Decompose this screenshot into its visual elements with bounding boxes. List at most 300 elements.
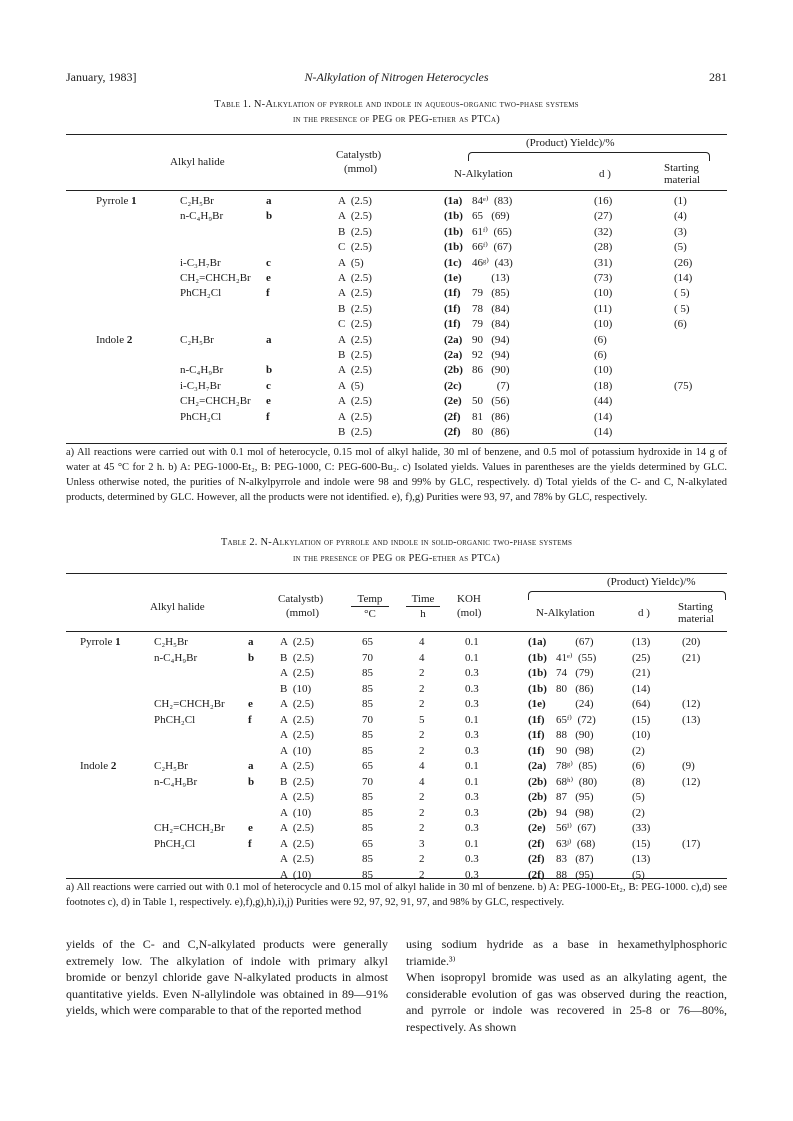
n-alkylation-yield-cell: 94 (98) [556, 806, 594, 819]
koh-cell: 0.1 [465, 636, 479, 648]
table-row [66, 682, 727, 697]
halide-code-cell: e [248, 822, 253, 834]
n-alkylation-yield-cell: 79 (84) [472, 318, 510, 331]
n-alkylation-yield-cell: 68ʰ⁾ (80) [556, 775, 598, 788]
halide-code-cell: a [266, 333, 272, 346]
n-alkylation-yield-cell: 81 (86) [472, 410, 510, 423]
product-cell: (2a) [444, 349, 463, 361]
temp-cell: 85 [362, 667, 373, 679]
table2-caption-line2: in the presence of PEG or PEG-ether as PTCa) [293, 553, 500, 564]
table-row [66, 651, 727, 666]
d-yield-cell: (10) [632, 729, 651, 741]
table-row [66, 790, 727, 805]
body-text-left-column: yields of the C- and C,N-alkylated products were generally extremely low. The alkylation of indole with primary alkyl bromide or benzyl chloride gave N-alkylated products in almost quantitative yields. Even N-allylindole was obtained in 89—91% yields, which were comparable to that of the reported method [66, 937, 388, 1017]
koh-cell: 0.3 [465, 744, 479, 757]
starting-material-cell: (12) [682, 698, 701, 710]
product-cell: (2c) [444, 379, 462, 392]
table2-col-temp: Temp [351, 593, 389, 607]
d-yield-cell: (5) [632, 868, 645, 881]
table-row [66, 394, 727, 409]
halide-code-cell: c [266, 256, 271, 269]
n-alkylation-yield-cell: 50 (56) [472, 395, 510, 408]
n-alkylation-yield-cell: (13) [472, 272, 510, 284]
table-row [66, 744, 727, 759]
n-alkylation-yield-cell: 65ᶠ⁾ (72) [556, 713, 596, 726]
starting-material-cell: (17) [682, 837, 701, 850]
table1-col-starting: Starting [664, 162, 699, 174]
d-yield-cell: (25) [632, 651, 651, 664]
product-cell: (1c) [444, 256, 462, 269]
catalyst-cell: A (2.5) [338, 395, 372, 408]
time-cell: 2 [419, 698, 425, 710]
time-cell: 2 [419, 853, 425, 865]
d-yield-cell: (10) [594, 318, 613, 331]
product-cell: (2f) [528, 837, 545, 850]
alkyl-halide-cell: C₂H₅Br [180, 195, 214, 207]
catalyst-cell: C (2.5) [338, 241, 372, 254]
table-row [66, 728, 727, 743]
table1-col-starting-2: material [664, 174, 701, 186]
product-cell: (2b) [528, 791, 547, 803]
d-yield-cell: (13) [632, 636, 651, 648]
catalyst-cell: A (2.5) [338, 333, 372, 346]
product-cell: (2f) [528, 868, 545, 881]
table2-col-alkyl-halide: Alkyl halide [150, 601, 205, 613]
starting-material-cell: (20) [682, 636, 701, 648]
temp-cell: 65 [362, 837, 373, 850]
temp-cell: 85 [362, 868, 373, 881]
table1-bottom-rule [66, 443, 727, 444]
product-cell: (2f) [444, 426, 461, 438]
catalyst-cell: B (2.5) [280, 775, 314, 788]
table2-footnote: a) All reactions were carried out with 0.1 mol of heterocycle and 0.15 mol of alkyl halide in 30 ml of benzene. b) A: PEG-1000-Et₂, B: PEG-1000. c),d) see footnotes c), d) in Table 1, respectively. e),f),g),h),i),j) Purities were 92, 97, 92, 91, 97, and 98% by GLC, respectively. [66, 882, 727, 908]
halide-code-cell: a [266, 195, 272, 207]
table1-yield-brace [468, 152, 710, 161]
table-row [66, 852, 727, 867]
temp-cell: 85 [362, 791, 373, 803]
table-row [66, 666, 727, 681]
alkyl-halide-cell: PhCH₂Cl [180, 410, 222, 423]
table2-yield-brace [528, 591, 726, 600]
running-header-date: January, 1983] [66, 70, 137, 84]
product-cell: (2b) [528, 775, 547, 788]
table2-col-catalyst: Catalystb) [278, 593, 324, 605]
koh-cell: 0.3 [465, 853, 479, 865]
table1-header-rule [66, 190, 727, 191]
temp-cell: 70 [362, 713, 373, 726]
halide-code-cell: b [248, 651, 255, 664]
temp-cell: 65 [362, 760, 373, 772]
product-cell: (1b) [444, 241, 463, 254]
n-alkylation-yield-cell: 65 (69) [472, 210, 510, 223]
halide-code-cell: a [248, 760, 254, 772]
d-yield-cell: (32) [594, 225, 613, 238]
table2-col-time: Time [406, 593, 440, 607]
catalyst-cell: A (10) [280, 744, 312, 757]
halide-code-cell: f [248, 713, 252, 726]
catalyst-cell: A (2.5) [338, 272, 372, 284]
time-cell: 2 [419, 806, 425, 819]
n-alkylation-yield-cell: 74 (79) [556, 667, 594, 679]
d-yield-cell: (5) [632, 791, 645, 803]
d-yield-cell: (2) [632, 806, 645, 819]
running-header-title: N-Alkylation of Nitrogen Heterocycles [304, 70, 489, 84]
koh-cell: 0.1 [465, 713, 479, 726]
product-cell: (1f) [528, 713, 545, 726]
product-cell: (1e) [444, 272, 462, 284]
d-yield-cell: (27) [594, 210, 613, 223]
halide-code-cell: b [266, 210, 273, 223]
table2-bottom-rule [66, 878, 727, 879]
table-row [66, 317, 727, 332]
temp-cell: 85 [362, 682, 373, 695]
product-cell: (2a) [444, 333, 463, 346]
d-yield-cell: (14) [594, 410, 613, 423]
catalyst-cell: B (10) [280, 682, 312, 695]
table2-col-koh: KOH [457, 593, 481, 605]
alkyl-halide-cell: i-C₃H₇Br [180, 256, 221, 269]
d-yield-cell: (6) [594, 333, 607, 346]
d-yield-cell: (33) [632, 822, 651, 834]
koh-cell: 0.3 [465, 822, 479, 834]
time-cell: 2 [419, 682, 425, 695]
table-row [66, 410, 727, 425]
heterocycle-cell: Indole 2 [80, 760, 117, 772]
starting-material-cell: (5) [674, 241, 687, 254]
n-alkylation-yield-cell: 63ʲ⁾ (68) [556, 837, 596, 850]
starting-material-cell: (3) [674, 225, 687, 238]
catalyst-cell: A (2.5) [280, 698, 314, 710]
catalyst-cell: A (5) [338, 256, 364, 269]
product-cell: (2b) [444, 364, 463, 377]
product-cell: (1a) [444, 195, 463, 207]
alkyl-halide-cell: i-C₃H₇Br [180, 379, 221, 392]
catalyst-cell: C (2.5) [338, 318, 372, 331]
product-cell: (1e) [528, 698, 546, 710]
catalyst-cell: A (2.5) [280, 729, 314, 741]
time-cell: 2 [419, 791, 425, 803]
product-cell: (1f) [528, 744, 545, 757]
table-row [66, 209, 727, 224]
starting-material-cell: (26) [674, 256, 693, 269]
alkyl-halide-cell: n-C₄H₉Br [154, 775, 198, 788]
time-cell: 2 [419, 822, 425, 834]
catalyst-cell: A (2.5) [280, 760, 314, 772]
n-alkylation-yield-cell: 61ᶠ⁾ (65) [472, 225, 512, 238]
time-cell: 4 [419, 651, 425, 664]
table-row [66, 759, 727, 774]
koh-cell: 0.3 [465, 806, 479, 819]
catalyst-cell: A (2.5) [280, 853, 314, 865]
product-cell: (2a) [528, 760, 547, 772]
n-alkylation-yield-cell: 46ᵍ⁾ (43) [472, 256, 513, 269]
table-row [66, 379, 727, 394]
temp-cell: 85 [362, 744, 373, 757]
catalyst-cell: B (2.5) [338, 349, 372, 361]
product-cell: (1b) [444, 225, 463, 238]
product-cell: (1f) [444, 287, 461, 300]
d-yield-cell: (15) [632, 713, 651, 726]
time-cell: 4 [419, 636, 425, 648]
product-cell: (1f) [528, 729, 545, 741]
table-row [66, 348, 727, 363]
temp-cell: 85 [362, 729, 373, 741]
product-cell: (1f) [444, 318, 461, 331]
starting-material-cell: (14) [674, 272, 693, 284]
n-alkylation-yield-cell: 78ᵍ⁾ (85) [556, 760, 597, 772]
product-cell: (2f) [444, 410, 461, 423]
table-row [66, 333, 727, 348]
d-yield-cell: (14) [632, 682, 651, 695]
d-yield-cell: (31) [594, 256, 613, 269]
alkyl-halide-cell: n-C₄H₉Br [180, 364, 224, 377]
product-cell: (1a) [528, 636, 547, 648]
table-row [66, 302, 727, 317]
table1-caption-line1: Table 1. N-Alkylation of pyrrole and indole in aqueous-organic two-phase systems [214, 99, 579, 110]
table2-col-starting-2: material [678, 613, 715, 625]
alkyl-halide-cell: CH₂=CHCH₂Br [180, 395, 251, 408]
catalyst-cell: A (10) [280, 806, 312, 819]
alkyl-halide-cell: PhCH₂Cl [154, 713, 196, 726]
halide-code-cell: b [248, 775, 255, 788]
table-row [66, 806, 727, 821]
time-cell: 3 [419, 837, 425, 850]
alkyl-halide-cell: n-C₄H₉Br [154, 651, 198, 664]
catalyst-cell: A (2.5) [280, 791, 314, 803]
halide-code-cell: a [248, 636, 254, 648]
table-row [66, 821, 727, 836]
d-yield-cell: (10) [594, 364, 613, 377]
table-row [66, 713, 727, 728]
alkyl-halide-cell: n-C₄H₉Br [180, 210, 224, 223]
table2-col-catalyst-unit: (mmol) [286, 607, 319, 619]
starting-material-cell: (21) [682, 651, 701, 664]
catalyst-cell: A (2.5) [280, 713, 314, 726]
starting-material-cell: (12) [682, 775, 701, 788]
product-cell: (1b) [528, 651, 547, 664]
table-row [66, 775, 727, 790]
koh-cell: 0.3 [465, 682, 479, 695]
table-row [66, 837, 727, 852]
n-alkylation-yield-cell: 80 (86) [472, 426, 510, 438]
d-yield-cell: (6) [632, 760, 645, 772]
table2-col-koh-unit: (mol) [457, 607, 482, 619]
table2-col-time-unit: h [420, 608, 426, 620]
halide-code-cell: b [266, 364, 273, 377]
d-yield-cell: (44) [594, 395, 613, 408]
d-yield-cell: (8) [632, 775, 645, 788]
table1-col-d: d ) [599, 168, 611, 180]
n-alkylation-yield-cell: (24) [556, 698, 594, 710]
heterocycle-cell: Pyrrole 1 [80, 636, 121, 648]
n-alkylation-yield-cell: 66ᶠ⁾ (67) [472, 241, 512, 254]
d-yield-cell: (11) [594, 302, 612, 315]
temp-cell: 85 [362, 822, 373, 834]
time-cell: 5 [419, 713, 425, 726]
catalyst-cell: B (2.5) [338, 426, 372, 438]
time-cell: 2 [419, 744, 425, 757]
n-alkylation-yield-cell: 88 (95) [556, 868, 594, 881]
product-cell: (1b) [444, 210, 463, 223]
n-alkylation-yield-cell: 86 (90) [472, 364, 510, 377]
table2-col-d: d ) [638, 607, 650, 619]
page-number: 281 [709, 70, 727, 84]
temp-cell: 85 [362, 698, 373, 710]
heterocycle-cell: Indole 2 [96, 333, 133, 346]
alkyl-halide-cell: C₂H₅Br [180, 333, 214, 346]
n-alkylation-yield-cell: 92 (94) [472, 349, 510, 361]
table-row [66, 256, 727, 271]
n-alkylation-yield-cell: 41ᵉ⁾ (55) [556, 651, 597, 664]
n-alkylation-yield-cell: 87 (95) [556, 791, 594, 803]
n-alkylation-yield-cell: 79 (85) [472, 287, 510, 300]
koh-cell: 0.1 [465, 837, 479, 850]
halide-code-cell: f [266, 287, 270, 300]
koh-cell: 0.1 [465, 775, 479, 788]
table2-col-n-alkylation: N-Alkylation [536, 607, 595, 619]
d-yield-cell: (73) [594, 272, 613, 284]
n-alkylation-yield-cell: 90 (94) [472, 333, 510, 346]
d-yield-cell: (16) [594, 195, 613, 207]
table1-col-catalyst: Catalystb) [336, 149, 382, 161]
alkyl-halide-cell: CH₂=CHCH₂Br [180, 272, 251, 284]
table1-col-yield-group: (Product) Yieldc)/% [526, 137, 615, 149]
catalyst-cell: A (2.5) [338, 364, 372, 377]
koh-cell: 0.3 [465, 667, 479, 679]
table2-header-rule [66, 631, 727, 632]
d-yield-cell: (13) [632, 853, 651, 865]
starting-material-cell: (4) [674, 210, 687, 223]
d-yield-cell: (15) [632, 837, 651, 850]
product-cell: (2e) [528, 822, 546, 834]
temp-cell: 70 [362, 775, 373, 788]
table1-col-alkyl-halide: Alkyl halide [170, 156, 225, 168]
table-row [66, 286, 727, 301]
n-alkylation-yield-cell: 56ⁱ⁾ (67) [556, 822, 596, 834]
d-yield-cell: (2) [632, 744, 645, 757]
alkyl-halide-cell: CH₂=CHCH₂Br [154, 698, 225, 710]
d-yield-cell: (21) [632, 667, 651, 679]
alkyl-halide-cell: PhCH₂Cl [180, 287, 222, 300]
catalyst-cell: A (2.5) [338, 195, 372, 207]
d-yield-cell: (14) [594, 426, 613, 438]
table2-col-yield-group: (Product) Yieldc)/% [607, 576, 696, 588]
catalyst-cell: B (2.5) [338, 302, 372, 315]
starting-material-cell: ( 5) [674, 302, 690, 315]
alkyl-halide-cell: CH₂=CHCH₂Br [154, 822, 225, 834]
table-row [66, 271, 727, 286]
time-cell: 2 [419, 868, 425, 881]
time-cell: 2 [419, 729, 425, 741]
halide-code-cell: e [266, 395, 271, 408]
d-yield-cell: (18) [594, 379, 613, 392]
table-row [66, 425, 727, 440]
catalyst-cell: A (2.5) [280, 822, 314, 834]
starting-material-cell: (9) [682, 760, 695, 772]
catalyst-cell: A (2.5) [280, 837, 314, 850]
table1-caption-line2: in the presence of PEG or PEG-ether as PTCa) [293, 114, 500, 125]
koh-cell: 0.3 [465, 698, 479, 710]
halide-code-cell: e [266, 272, 271, 284]
table-row [66, 194, 727, 209]
n-alkylation-yield-cell: (7) [472, 379, 510, 392]
table2-col-temp-unit: °C [364, 608, 376, 620]
time-cell: 2 [419, 667, 425, 679]
time-cell: 4 [419, 760, 425, 772]
time-cell: 4 [419, 775, 425, 788]
table1-col-catalyst-unit: (mmol) [344, 163, 377, 175]
product-cell: (2b) [528, 806, 547, 819]
catalyst-cell: A (2.5) [338, 287, 372, 300]
halide-code-cell: f [266, 410, 270, 423]
starting-material-cell: ( 5) [674, 287, 690, 300]
body-text-right-column: using sodium hydride as a base in hexamethylphosphoric triamide.³⁾ When isopropyl bromide was used as an alkylating agent, the considerable evolution of gas was observed during the reaction, and pyrrole or indole was recovered in 25-8 or 76—80%, respectively. As shown [406, 937, 727, 1034]
d-yield-cell: (64) [632, 698, 651, 710]
catalyst-cell: A (2.5) [280, 636, 314, 648]
halide-code-cell: f [248, 837, 252, 850]
table1 [66, 134, 727, 454]
koh-cell: 0.3 [465, 729, 479, 741]
table2-caption-line1: Table 2. N-Alkylation of pyrrole and indole in solid-organic two-phase systems [220, 537, 573, 548]
koh-cell: 0.3 [465, 791, 479, 803]
alkyl-halide-cell: C₂H₅Br [154, 636, 188, 648]
n-alkylation-yield-cell: 84ᵉ⁾ (83) [472, 195, 513, 207]
n-alkylation-yield-cell: 80 (86) [556, 682, 594, 695]
product-cell: (2e) [444, 395, 462, 408]
starting-material-cell: (75) [674, 379, 693, 392]
n-alkylation-yield-cell: 78 (84) [472, 302, 510, 315]
table-row [66, 635, 727, 650]
temp-cell: 85 [362, 806, 373, 819]
starting-material-cell: (13) [682, 713, 701, 726]
table2-col-starting: Starting [678, 601, 713, 613]
heterocycle-cell: Pyrrole 1 [96, 195, 137, 207]
product-cell: (1f) [444, 302, 461, 315]
catalyst-cell: A (2.5) [338, 210, 372, 223]
catalyst-cell: A (2.5) [338, 410, 372, 423]
koh-cell: 0.1 [465, 651, 479, 664]
table-row [66, 225, 727, 240]
product-cell: (1b) [528, 682, 547, 695]
d-yield-cell: (6) [594, 349, 607, 361]
halide-code-cell: e [248, 698, 253, 710]
n-alkylation-yield-cell: 90 (98) [556, 744, 594, 757]
starting-material-cell: (1) [674, 195, 687, 207]
table-row [66, 697, 727, 712]
catalyst-cell: B (2.5) [280, 651, 314, 664]
table1-col-n-alkylation: N-Alkylation [454, 168, 513, 180]
table2 [66, 573, 727, 881]
table1-footnote: a) All reactions were carried out with 0.1 mol of heterocycle, 0.15 mol of alkyl halide, 30 ml of benzene, and 0.5 mol of potassium hydroxide in 14 g of water at 45 °C for 2 h. b) A: PEG-1000-Et₂, B: PEG-1000, C: PEG-600-Bu₂. c) Isolated yields. Values in parentheses are the yields determined by GLC. Unless otherwise noted, the purities of N-alkylpyrrole and indole were 98 and 99% by GLC, respectively. d) Total yields of the C- and C, N-alkylated products, determined by GLC. However, all the products were not identified. e), f),g) Purities were 93, 97, and 78% by GLC, respectively. [66, 447, 727, 503]
table-row [66, 363, 727, 378]
koh-cell: 0.1 [465, 760, 479, 772]
starting-material-cell: (6) [674, 318, 687, 331]
d-yield-cell: (10) [594, 287, 613, 300]
temp-cell: 70 [362, 651, 373, 664]
catalyst-cell: A (2.5) [280, 667, 314, 679]
temp-cell: 65 [362, 636, 373, 648]
n-alkylation-yield-cell: 88 (90) [556, 729, 594, 741]
temp-cell: 85 [362, 853, 373, 865]
alkyl-halide-cell: C₂H₅Br [154, 760, 188, 772]
table-row [66, 240, 727, 255]
d-yield-cell: (28) [594, 241, 613, 254]
product-cell: (1b) [528, 667, 547, 679]
n-alkylation-yield-cell: 83 (87) [556, 853, 594, 865]
catalyst-cell: A (5) [338, 379, 364, 392]
halide-code-cell: c [266, 379, 271, 392]
catalyst-cell: B (2.5) [338, 225, 372, 238]
